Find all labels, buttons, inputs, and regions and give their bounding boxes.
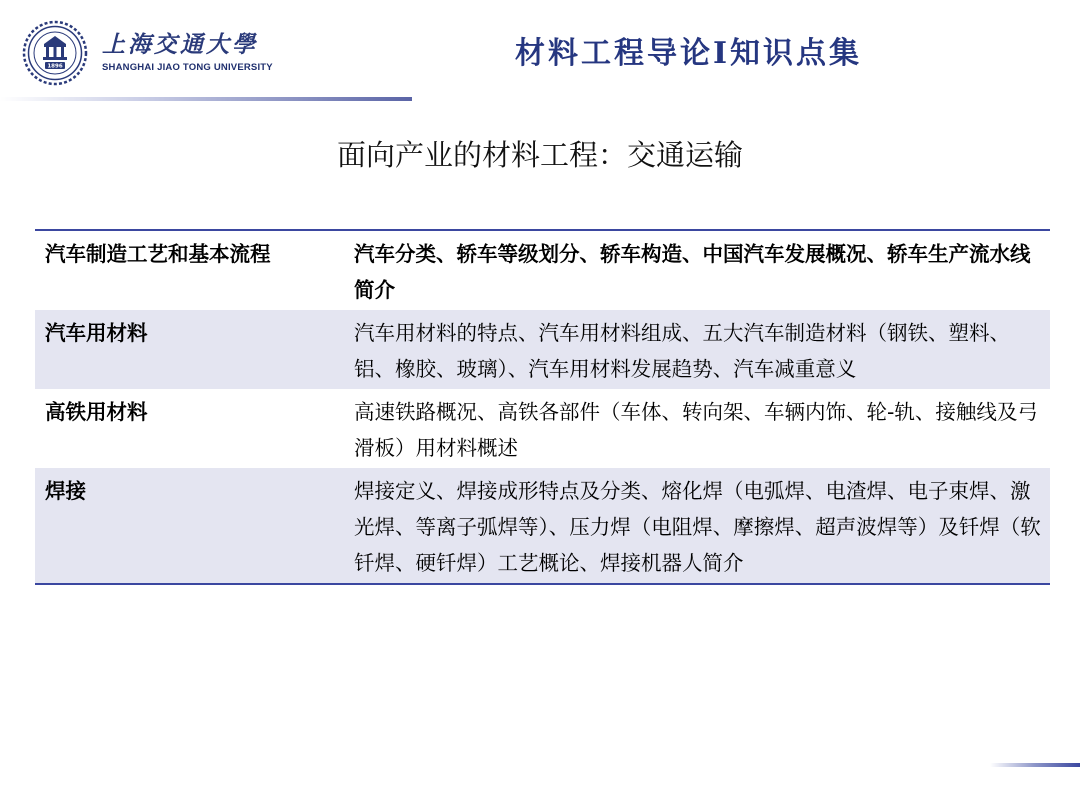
- header-divider: [0, 97, 412, 101]
- topic-description: 焊接定义、焊接成形特点及分类、熔化焊（电弧焊、电渣焊、电子束焊、激光焊、等离子弧焊等）、压力焊（电阻焊、摩擦焊、超声波焊等）及钎焊（软钎焊、硬钎焊）工艺概论、焊接机器人简介: [344, 468, 1050, 584]
- topic-category: 汽车用材料: [35, 310, 344, 389]
- table-row: [35, 468, 1050, 584]
- seal-year: 1896: [47, 63, 63, 70]
- topic-description: 汽车用材料的特点、汽车用材料组成、五大汽车制造材料（钢铁、塑料、铝、橡胶、玻璃）、汽车用材料发展趋势、汽车减重意义: [344, 310, 1050, 389]
- university-name-en: SHANGHAI JIAO TONG UNIVERSITY: [102, 62, 273, 73]
- table-row: [35, 230, 1050, 310]
- table-row: [35, 310, 1050, 389]
- topic-category: 焊接: [35, 468, 344, 584]
- topic-table: [35, 229, 1050, 585]
- university-seal-logo: [22, 20, 88, 86]
- topic-description: 汽车分类、轿车等级划分、轿车构造、中国汽车发展概况、轿车生产流水线简介: [344, 230, 1050, 310]
- topic-category: 高铁用材料: [35, 389, 344, 468]
- university-name-cn: 上海交通大學: [102, 31, 258, 58]
- topic-category: 汽车制造工艺和基本流程: [35, 230, 344, 310]
- page-title: 面向产业的材料工程：交通运输: [336, 138, 743, 172]
- topic-description: 高速铁路概况、高铁各部件（车体、转向架、车辆内饰、轮-轨、接触线及弓滑板）用材料概述: [344, 389, 1050, 468]
- footer-accent-bar: [990, 763, 1080, 767]
- table-row: [35, 389, 1050, 468]
- course-title: 材料工程导论I知识点集: [515, 36, 863, 71]
